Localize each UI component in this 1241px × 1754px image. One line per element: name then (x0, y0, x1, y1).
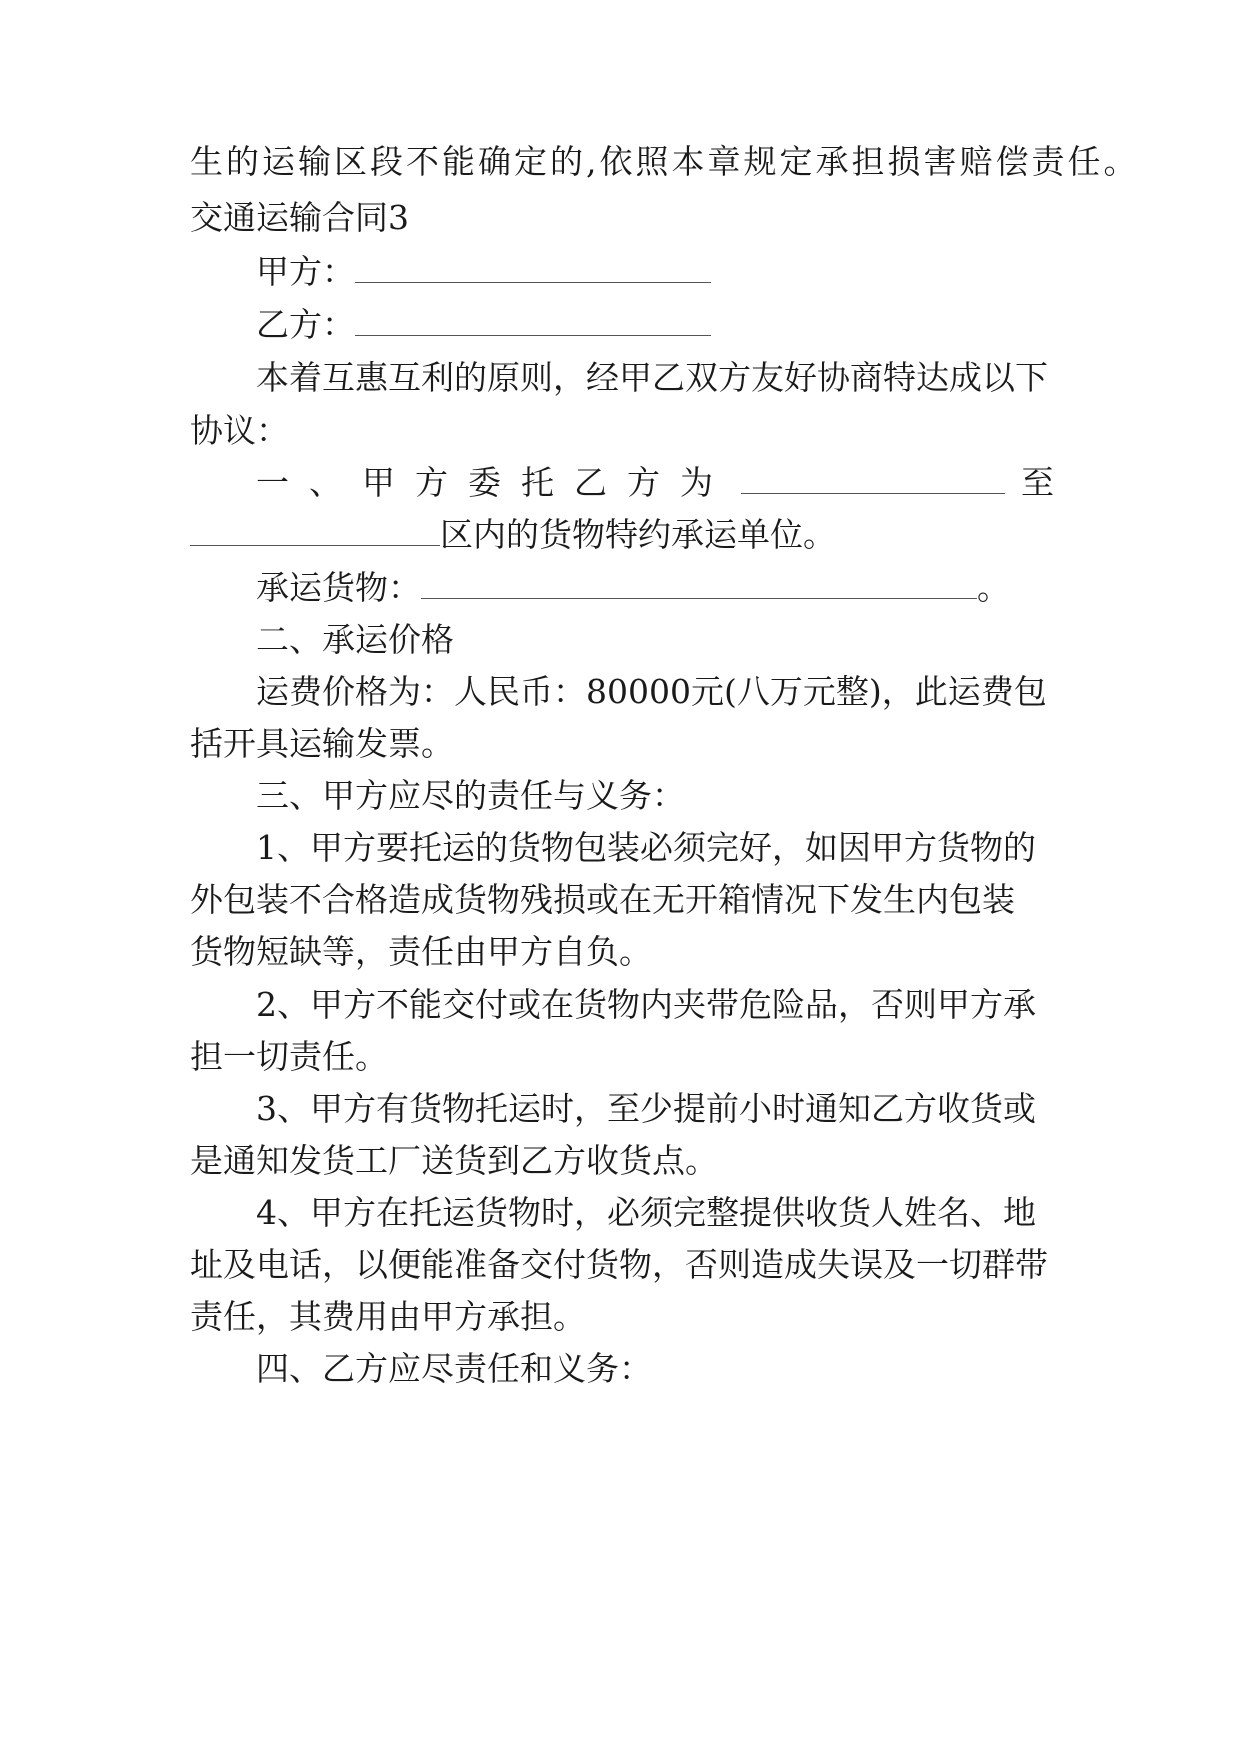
body-line: 责任，其费用由甲方承担。 (190, 1297, 586, 1336)
origin-blank (741, 467, 1005, 494)
body-line: 3、甲方有货物托运时，至少提前小时通知乙方收货或 (256, 1089, 1036, 1128)
body-line: 1、甲方要托运的货物包装必须完好，如因甲方货物的 (256, 828, 1036, 867)
body-line: 担一切责任。 (190, 1037, 388, 1076)
cargo-line (256, 566, 1156, 610)
body-line: 协议： (190, 411, 289, 450)
section-heading: 三、甲方应尽的责任与义务： (256, 776, 685, 815)
party-b-label: 乙方： (256, 305, 355, 344)
body-line: 括开具运输发票。 (190, 724, 454, 763)
body-line: 货物短缺等，责任由甲方自负。 (190, 932, 652, 971)
body-line: 外包装不合格造成货物残损或在无开箱情况下发生内包装 (190, 880, 1015, 919)
body-line: 本着互惠互利的原则，经甲乙双方友好协商特达成以下 (256, 358, 1048, 397)
body-line: 址及电话，以便能准备交付货物，否则造成失误及一切群带 (190, 1245, 1048, 1284)
cargo-blank (421, 572, 977, 599)
party-a-line (256, 250, 1156, 294)
section-title: 交通运输合同3 (190, 198, 409, 237)
party-a-blank (355, 256, 711, 283)
section-heading: 四、乙方应尽责任和义务： (256, 1349, 652, 1388)
clause-1-rest: 区内的货物特约承运单位。 (440, 515, 836, 554)
party-b-blank (355, 309, 711, 336)
section-heading: 二、承运价格 (256, 620, 454, 659)
body-line: 生的运输区段不能确定的,依照本章规定承担损害赔偿责任。 (190, 142, 1140, 181)
clause-1-line (256, 461, 1156, 505)
body-line: 4、甲方在托运货物时，必须完整提供收货人姓名、地 (256, 1193, 1036, 1232)
clause-1-cont (190, 513, 1090, 557)
clause-1-text: 一、甲方委托乙方为 (256, 463, 733, 502)
cargo-label: 承运货物： (256, 568, 421, 607)
body-line: 2、甲方不能交付或在货物内夹带危险品，否则甲方承 (256, 985, 1036, 1024)
party-a-label: 甲方： (256, 252, 355, 291)
party-b-line (256, 303, 1156, 347)
cargo-end: 。 (977, 568, 1010, 607)
destination-blank (190, 519, 440, 546)
clause-1-to: 至 (1021, 463, 1054, 502)
body-line: 运费价格为：人民币：80000元(八万元整)，此运费包 (256, 672, 1047, 711)
body-line: 是通知发货工厂送货到乙方收货点。 (190, 1141, 718, 1180)
